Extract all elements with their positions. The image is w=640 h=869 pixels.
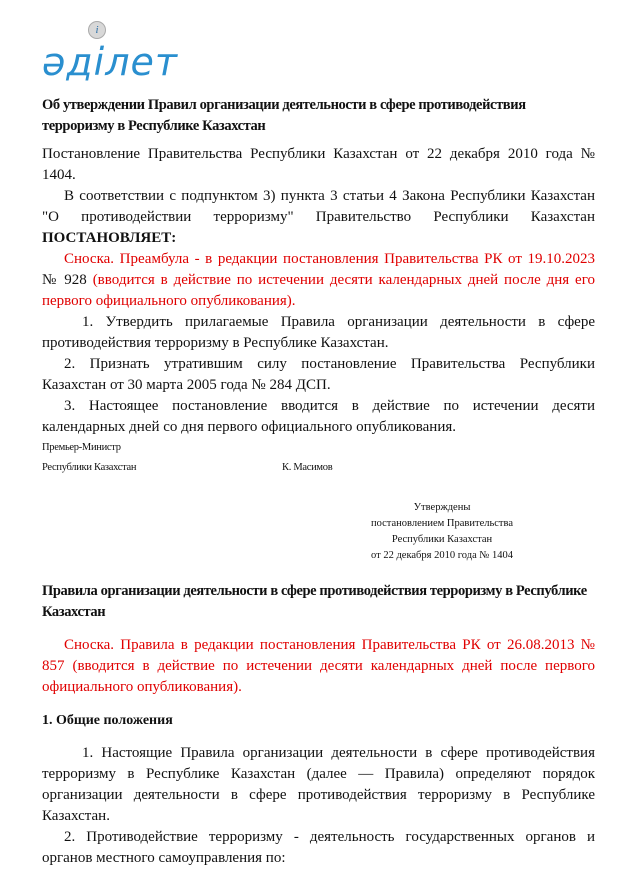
adilet-logo[interactable]: [42, 24, 179, 85]
preamble-text: В соответствии с подпунктом 3) пункта 3 статьи 4 Закона Республики Казахстан "О противодействии терроризму" Правительство Республики Казахстан: [42, 188, 595, 225]
logo-text: әділет: [42, 40, 179, 84]
item-2: 2. Признать утратившим силу постановление Правительства Республики Казахстан от 30 марта 2005 года № 284 ДСП.: [42, 356, 595, 393]
item-3: 3. Настоящее постановление вводится в действие по истечении десяти календарных дней со дня первого официального опубликования.: [42, 398, 595, 435]
decree-word: ПОСТАНОВЛЯЕТ:: [42, 230, 177, 246]
footnote-tail: (вводится в действие по истечении десяти календарных дней после дня его первого официального опубликования).: [42, 272, 595, 309]
footnote-preamble: [42, 249, 595, 312]
approved-line: постановлением Правительства: [370, 518, 513, 529]
signature-line: [42, 458, 595, 478]
footnote-link[interactable]: Сноска. Преамбула - в редакции постановления Правительства РК от 19.10.2023: [64, 251, 595, 267]
resolution-line: Постановление Правительства Республики Казахстан от 22 декабря 2010 года № 1404.: [42, 146, 595, 183]
rules-title: Правила организации деятельности в сфере противодействия терроризму в Республике Казахстан: [42, 583, 587, 620]
signature-position: Премьер-Министр: [42, 442, 121, 453]
approved-line: от 22 декабря 2010 года № 1404: [371, 550, 513, 561]
approved-line: Республики Казахстан: [391, 534, 493, 545]
signature-name: К. Масимов: [282, 462, 333, 473]
info-icon: i: [88, 21, 106, 39]
document-title: Об утверждении Правил организации деятельности в сфере противодействия терроризму в Республике Казахстан: [42, 97, 526, 134]
section-heading: 1. Общие положения: [42, 713, 173, 728]
rule-2: 2. Противодействие терроризму - деятельность государственных органов и органов местного самоуправления по:: [42, 829, 595, 866]
footnote-number: № 928: [42, 272, 87, 288]
document-body: [42, 144, 595, 869]
item-1: 1. Утвердить прилагаемые Правила организации деятельности в сфере противодействия терроризму в Республике Казахстан.: [42, 314, 595, 351]
preamble: [42, 186, 595, 249]
rules-footnote[interactable]: Сноска. Правила в редакции постановления Правительства РК от 26.08.2013 № 857 (вводится в действие по истечении десяти календарных дней после первого официального опубликования).: [42, 637, 595, 695]
approved-line: Утверждены: [413, 502, 471, 513]
signature-country: Республики Казахстан: [42, 462, 137, 473]
rule-1: 1. Настоящие Правила организации деятельности в сфере противодействия терроризму в Республике Казахстан (далее — Правила) определяют порядок организации деятельности в сфере противодействия терроризму в Республике Казахстан.: [42, 745, 595, 824]
approval-stamp: [312, 500, 572, 564]
